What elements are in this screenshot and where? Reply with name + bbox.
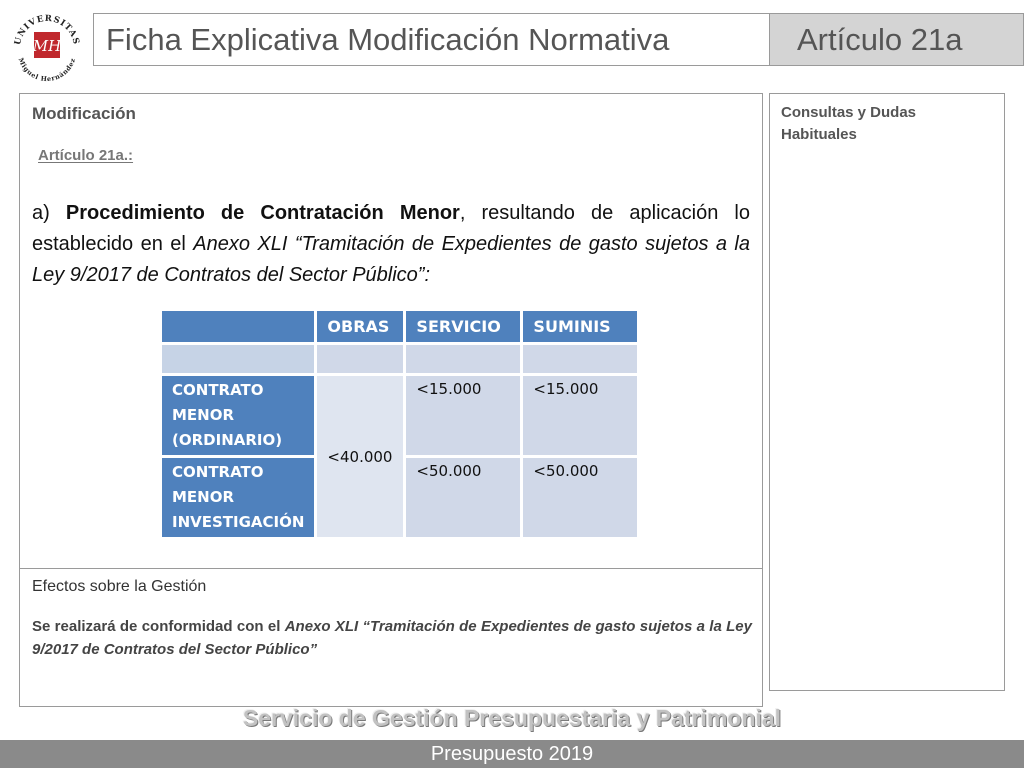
header-title-box [93, 13, 770, 66]
table-header-obras: OBRAS [317, 311, 403, 342]
obras-value: <40.000 [317, 376, 403, 537]
table-corner [162, 311, 314, 342]
article-label: Artículo 21a [797, 21, 963, 57]
logo-arc-bottom: Miguel Hernández [16, 56, 78, 82]
svg-text:Miguel Hernández [17, 57, 77, 82]
logo-monogram: MH [32, 37, 62, 55]
footer-budget-label: Presupuesto 2019 [430, 743, 594, 765]
text-prefix: a) [32, 202, 66, 224]
efectos-text-italic: Anexo XLI “Tramitación de Expedientes de gasto sujetos a la Ley 9/2017 de Contratos del Sector Público” [32, 618, 752, 658]
table-cell [406, 345, 520, 373]
university-logo [10, 8, 84, 82]
table-row [162, 345, 637, 373]
threshold-table [159, 308, 640, 540]
suministro-investigacion-value: <50.000 [523, 458, 637, 537]
table-cell [162, 345, 314, 373]
text-bold: Procedimiento de Contratación Menor [65, 202, 460, 224]
table-header-suministro: SUMINIS [523, 311, 637, 342]
footer-bar [0, 740, 1024, 768]
modificacion-title: Modificación [32, 104, 136, 123]
row-label-investigacion: CONTRATO MENOR INVESTIGACIÓN [162, 458, 314, 537]
table-cell [317, 345, 403, 373]
text-italic: Anexo XLI “Tramitación de Expedientes de gasto sujetos a la Ley 9/2017 de Contratos del Sector Público” [32, 233, 750, 286]
efectos-text [32, 615, 752, 661]
modificacion-subtitle: Artículo 21a.: [38, 147, 134, 164]
consultas-panel [769, 93, 1005, 691]
logo-arc-top: UNIVERSITAS [13, 13, 81, 47]
table-header-servicio: SERVICIO [406, 311, 520, 342]
modificacion-text [32, 198, 750, 291]
consultas-title: Consultas y Dudas Habituales [781, 104, 917, 143]
servicio-investigacion-value: <50.000 [406, 458, 520, 537]
footer-service-name: Servicio de Gestión Presupuestaria y Patrimonial [242, 705, 782, 731]
table-cell [523, 345, 637, 373]
efectos-title: Efectos sobre la Gestión [32, 578, 207, 595]
row-label-ordinario: CONTRATO MENOR (ORDINARIO) [162, 376, 314, 455]
servicio-ordinario-value: <15.000 [406, 376, 520, 455]
page-title: Ficha Explicativa Modificación Normativa [106, 21, 670, 57]
header-article-box [770, 13, 1024, 66]
table-header-row [162, 311, 637, 342]
table-row [162, 376, 637, 455]
logo-seal-icon [10, 8, 84, 82]
efectos-panel [19, 568, 763, 707]
text-mid: , resultando de aplicación lo establecido en el [32, 202, 751, 255]
text-end: : [424, 264, 431, 286]
suministro-ordinario-value: <15.000 [523, 376, 637, 455]
efectos-text-start: Se realizará de conformidad con el [32, 618, 285, 635]
